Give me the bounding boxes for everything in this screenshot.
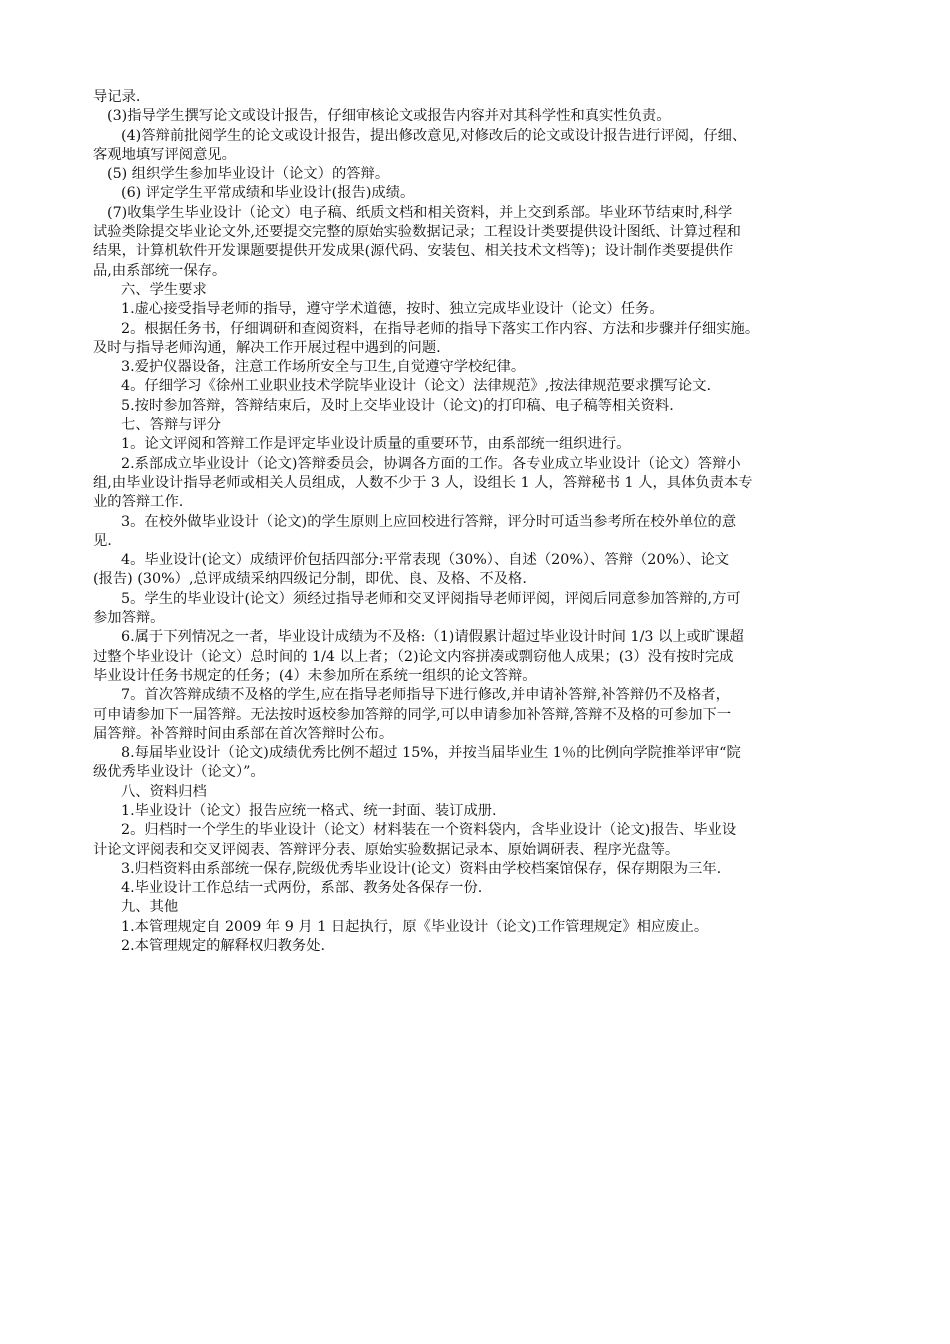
text-line: 九、其他 xyxy=(121,899,179,916)
text-line: (5) 组织学生参加毕业设计（论文）的答辩。 xyxy=(107,166,390,183)
text-line: 可申请参加下一届答辩。无法按时返校参加答辩的同学,可以申请参加补答辩,答辩不及格的可参加下一 xyxy=(93,706,732,723)
text-line: 1.虚心接受指导老师的指导，遵守学术道德，按时、独立完成毕业设计（论文）任务。 xyxy=(121,301,664,318)
text-line: (报告) (30%）,总评成绩采纳四级记分制，即优、良、及格、不及格. xyxy=(93,571,527,588)
text-line: 见. xyxy=(93,532,112,549)
text-line: 4.毕业设计工作总结一式两份，系部、教务处各保存一份. xyxy=(121,880,483,897)
text-line: 组,由毕业设计指导老师或相关人员组成，人数不少于 3 人，设组长 1 人，答辩秘书 1 人，具体负责本专 xyxy=(93,474,753,491)
text-line: 3.爱护仪器设备，注意工作场所安全与卫生,自觉遵守学校纪律。 xyxy=(121,359,526,376)
text-line: 客观地填写评阅意见。 xyxy=(93,146,236,163)
text-line: 七、答辩与评分 xyxy=(121,417,222,434)
text-line: 届答辩。补答辩时间由系部在首次答辩时公布。 xyxy=(93,725,394,742)
text-line: 4。毕业设计(论文）成绩评价包括四部分:平常表现（30%）、自述（20%）、答辩（20%）、论文 xyxy=(121,552,730,569)
text-line: 计论文评阅表和交叉评阅表、答辩评分表、原始实验数据记录本、原始调研表、程序光盘等。 xyxy=(93,841,680,858)
text-line: 7。首次答辩成绩不及格的学生,应在指导老师指导下进行修改,并申请补答辩,补答辩仍不及格者， xyxy=(121,687,730,704)
text-line: 结果，计算机软件开发课题要提供开发成果(源代码、安装包、相关技术文档等)；设计制作类要提供作 xyxy=(93,243,734,260)
text-line: 5。学生的毕业设计(论文）须经过指导老师和交叉评阅指导老师评阅，评阅后同意参加答辩的,方可 xyxy=(121,590,741,607)
text-line: 3。在校外做毕业设计（论文)的学生原则上应回校进行答辩，评分时可适当参考所在校外单位的意 xyxy=(121,513,737,530)
text-line: 2.本管理规定的解释权归教务处. xyxy=(121,938,326,955)
text-line: (3)指导学生撰写论文或设计报告，仔细审核论文或报告内容并对其科学性和真实性负责。 xyxy=(107,108,671,125)
text-line: 及时与指导老师沟通，解决工作开展过程中遇到的问题. xyxy=(93,339,441,356)
text-line: 1.本管理规定自 2009 年 9 月 1 日起执行，原《毕业设计（论文)工作管理规定》相应废止。 xyxy=(121,918,709,935)
text-line: (6) 评定学生平常成绩和毕业设计(报告)成绩。 xyxy=(121,185,415,202)
text-line: 六、学生要求 xyxy=(121,281,207,298)
text-line: 试验类除提交毕业论文外,还要提交完整的原始实验数据记录；工程设计类要提供设计图纸、计算过程和 xyxy=(93,224,741,241)
text-line: 6.属于下列情况之一者，毕业设计成绩为不及格:（1)请假累计超过毕业设计时间 1/3 以上或旷课超 xyxy=(121,629,744,646)
text-line: 八、资料归档 xyxy=(121,783,207,800)
text-line: 8.每届毕业设计（论文)成绩优秀比例不超过 15%，并按当届毕业生 1％的比例向学院推举评审“院 xyxy=(121,745,741,762)
text-line: (7)收集学生毕业设计（论文）电子稿、纸质文档和相关资料，并上交到系部。毕业环节结束时,科学 xyxy=(107,204,733,221)
text-line: 1.毕业设计（论文）报告应统一格式、统一封面、装订成册. xyxy=(121,802,497,819)
text-line: 1。论文评阅和答辩工作是评定毕业设计质量的重要环节，由系部统一组织进行。 xyxy=(121,436,631,453)
document-body xyxy=(93,88,863,956)
text-line: 5.按时参加答辩，答辩结束后，及时上交毕业设计（论文)的打印稿、电子稿等相关资料. xyxy=(121,397,674,414)
text-line: 业的答辩工作. xyxy=(93,494,184,511)
text-line: 2.系部成立毕业设计（论文)答辩委员会，协调各方面的工作。各专业成立毕业设计（论文）答辩小 xyxy=(121,455,741,472)
text-line: 过整个毕业设计（论文）总时间的 1/4 以上者；（2)论文内容拼凑或剽窃他人成果；(3）没有按时完成 xyxy=(93,648,734,665)
text-line: 品,由系部统一保存。 xyxy=(93,262,227,279)
text-line: 参加答辩。 xyxy=(93,610,165,627)
text-line: 3.归档资料由系部统一保存,院级优秀毕业设计(论文）资料由学校档案馆保存，保存期限为三年. xyxy=(121,860,722,877)
text-line: 2。归档时一个学生的毕业设计（论文）材料装在一个资料袋内，含毕业设计（论文)报告、毕业设 xyxy=(121,822,737,839)
text-line: 4。仔细学习《徐州工业职业技术学院毕业设计（论文）法律规范》,按法律规范要求撰写论文. xyxy=(121,378,712,395)
text-line: 2。根据任务书，仔细调研和查阅资料，在指导老师的指导下落实工作内容、方法和步骤并仔细实施。 xyxy=(121,320,760,337)
text-line: (4)答辩前批阅学生的论文或设计报告，提出修改意见,对修改后的论文或设计报告进行评阅，仔细、 xyxy=(121,127,747,144)
text-line: 导记录. xyxy=(93,89,141,105)
text-line: 毕业设计任务书规定的任务；(4）未参加所在系统一组织的论文答辩。 xyxy=(93,667,537,684)
text-line: 级优秀毕业设计（论文）”。 xyxy=(93,764,265,781)
